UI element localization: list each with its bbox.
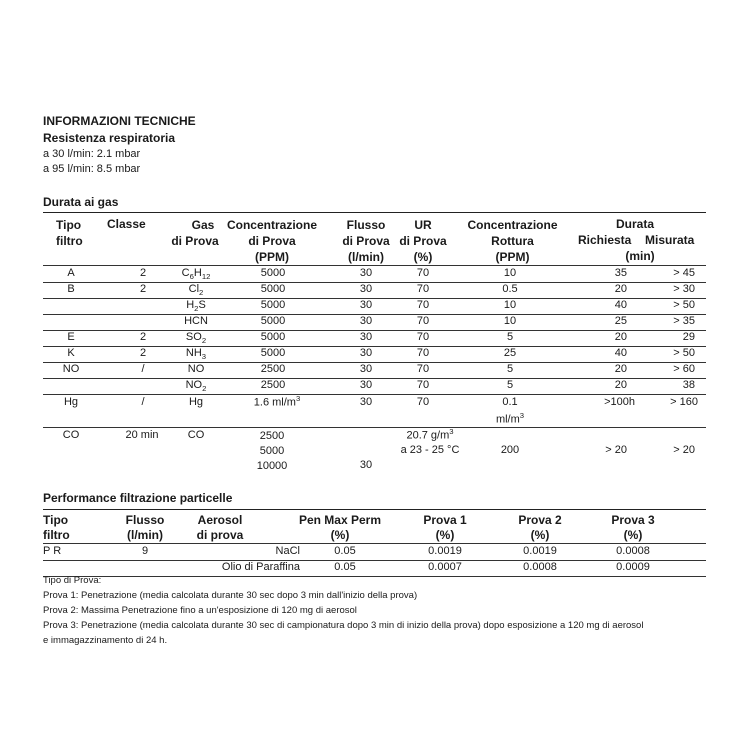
co-tipo: CO bbox=[62, 429, 80, 441]
gas-cell-gas: $NH_3$ bbox=[185, 347, 207, 362]
gas-cell-ur: 70 bbox=[416, 283, 430, 295]
header-misurata: Misurata bbox=[645, 233, 695, 247]
gas-cell-ur: 70 bbox=[416, 331, 430, 343]
gas-cell-classe: 2 bbox=[139, 331, 147, 343]
note-prova-2: Prova 2: Massima Penetrazione fino a un'esposizione di 120 mg di aerosol bbox=[43, 605, 357, 616]
gas-cell-conc: 5000 bbox=[260, 315, 286, 327]
particle-cell-p2: 0.0008 bbox=[523, 561, 557, 573]
hg-row-rule bbox=[43, 427, 706, 428]
particle-cell-pen: 0.05 bbox=[334, 561, 356, 573]
gas-cell-richiesta: 20 bbox=[614, 379, 627, 391]
gas-cell-ur: 70 bbox=[416, 347, 430, 359]
header-concentrazione: Concentrazione di Prova (PPM) bbox=[226, 218, 317, 264]
particle-cell-p1: 0.0019 bbox=[428, 545, 462, 557]
gas-cell-flusso: 30 bbox=[359, 299, 373, 311]
hg-gas: Hg bbox=[188, 396, 204, 408]
co-misurata: > 20 bbox=[673, 444, 695, 456]
particle-cell-flusso: 9 bbox=[141, 545, 149, 557]
gas-cell-conc: 5000 bbox=[260, 267, 286, 279]
gas-cell-ur: 70 bbox=[416, 267, 430, 279]
p-header-flusso: Flusso (l/min) bbox=[125, 513, 165, 542]
hg-tipo: Hg bbox=[63, 396, 79, 408]
hg-classe: / bbox=[141, 396, 145, 408]
gas-row-rule bbox=[43, 394, 706, 395]
gas-cell-rottura: 10 bbox=[503, 267, 517, 279]
gas-cell-tipo: A bbox=[67, 267, 75, 279]
header-classe: Classe bbox=[107, 217, 146, 231]
gas-cell-ur: 70 bbox=[416, 315, 430, 327]
gas-cell-richiesta: 40 bbox=[614, 347, 627, 359]
particles-table-top-rule bbox=[43, 509, 706, 510]
gas-section-title: Durata ai gas bbox=[43, 195, 119, 209]
p-header-prova1: Prova 1 (%) bbox=[423, 513, 467, 542]
gas-cell-classe: 2 bbox=[139, 283, 147, 295]
co-ur: 20.7 $g/m^3$ bbox=[406, 427, 454, 442]
particle-row-rule bbox=[43, 576, 706, 577]
gas-cell-conc: 5000 bbox=[260, 331, 286, 343]
section-title: INFORMAZIONI TECNICHE bbox=[43, 114, 196, 128]
gas-cell-conc: 5000 bbox=[260, 299, 286, 311]
gas-cell-gas: $H_2S$ bbox=[186, 299, 206, 314]
gas-cell-misurata: > 50 bbox=[673, 299, 695, 311]
resistance-line-1: a 30 l/min: 2.1 mbar bbox=[43, 148, 141, 160]
p-header-prova2: Prova 2 (%) bbox=[518, 513, 562, 542]
particle-cell-aerosol: NaCl bbox=[275, 545, 300, 557]
gas-cell-flusso: 30 bbox=[359, 267, 373, 279]
co-classe: 20 min bbox=[125, 429, 159, 441]
particle-cell-aerosol: Olio di Paraffina bbox=[221, 561, 300, 573]
p-header-tipo: Tipo filtro bbox=[43, 513, 70, 542]
gas-cell-richiesta: 25 bbox=[614, 315, 627, 327]
gas-cell-gas: $SO_2$ bbox=[185, 331, 207, 346]
header-min: (min) bbox=[625, 249, 655, 263]
gas-cell-flusso: 30 bbox=[359, 331, 373, 343]
header-flusso: Flusso di Prova (l/min) bbox=[342, 218, 390, 264]
gas-cell-richiesta: 35 bbox=[614, 267, 627, 279]
co-richiesta: > 20 bbox=[605, 444, 627, 456]
gas-cell-flusso: 30 bbox=[359, 379, 373, 391]
gas-header-rule bbox=[43, 265, 706, 266]
gas-cell-misurata: > 60 bbox=[673, 363, 695, 375]
gas-cell-flusso: 30 bbox=[359, 315, 373, 327]
hg-misurata: > 160 bbox=[670, 396, 698, 408]
p-header-aerosol: Aerosol di prova bbox=[196, 513, 244, 542]
gas-cell-classe: 2 bbox=[139, 347, 147, 359]
particle-cell-p3: 0.0009 bbox=[616, 561, 650, 573]
gas-cell-rottura: 0.5 bbox=[502, 283, 518, 295]
gas-cell-misurata: > 35 bbox=[673, 315, 695, 327]
note-prova-1: Prova 1: Penetrazione (media calcolata durante 30 sec dopo 3 min dall'inizio della prova) bbox=[43, 590, 418, 601]
header-richiesta: Richiesta bbox=[578, 233, 632, 247]
gas-cell-gas: NO bbox=[187, 363, 205, 375]
gas-cell-richiesta: 20 bbox=[614, 363, 627, 375]
gas-cell-misurata: > 45 bbox=[673, 267, 695, 279]
gas-cell-conc: 5000 bbox=[260, 347, 286, 359]
particle-cell-pen: 0.05 bbox=[334, 545, 356, 557]
gas-cell-rottura: 25 bbox=[503, 347, 517, 359]
co-temperature: a 23 - 25 °C bbox=[400, 444, 460, 456]
subsection-title: Resistenza respiratoria bbox=[43, 131, 176, 145]
gas-cell-misurata: 29 bbox=[682, 331, 695, 343]
resistance-line-2: a 95 l/min: 8.5 mbar bbox=[43, 163, 141, 175]
gas-cell-gas: $C_6H_{12}$ bbox=[181, 267, 211, 282]
gas-cell-tipo: NO bbox=[62, 363, 80, 375]
gas-cell-conc: 5000 bbox=[260, 283, 286, 295]
gas-cell-ur: 70 bbox=[416, 299, 430, 311]
co-concentrazione: 2500 5000 10000 bbox=[256, 430, 288, 472]
gas-cell-rottura: 10 bbox=[503, 315, 517, 327]
hg-rottura: 0.1 bbox=[502, 396, 518, 408]
gas-cell-ur: 70 bbox=[416, 363, 430, 375]
note-prova-3-cont: e immagazzinamento di 24 h. bbox=[43, 635, 168, 646]
gas-cell-gas: $Cl_2$ bbox=[188, 283, 204, 298]
header-durata: Durata bbox=[615, 217, 654, 231]
particle-cell-p2: 0.0019 bbox=[523, 545, 557, 557]
notes-heading: Tipo di Prova: bbox=[43, 575, 102, 586]
gas-cell-tipo: B bbox=[67, 283, 75, 295]
gas-cell-flusso: 30 bbox=[359, 283, 373, 295]
hg-richiesta: >100h bbox=[604, 396, 635, 408]
p-header-pen: Pen Max Perm (%) bbox=[298, 513, 382, 542]
note-prova-3: Prova 3: Penetrazione (media calcolata durante 30 sec di campionatura dopo 3 min di inizio della prova) dopo esposizione a 120 mg di aerosol bbox=[43, 620, 644, 631]
gas-cell-tipo: E bbox=[67, 331, 75, 343]
gas-cell-conc: 2500 bbox=[260, 379, 286, 391]
co-rottura: 200 bbox=[500, 444, 520, 456]
gas-cell-misurata: 38 bbox=[682, 379, 695, 391]
particle-cell-p1: 0.0007 bbox=[428, 561, 462, 573]
gas-cell-classe: 2 bbox=[139, 267, 147, 279]
gas-cell-richiesta: 20 bbox=[614, 331, 627, 343]
particle-cell-tipo: P R bbox=[43, 545, 62, 557]
gas-cell-misurata: > 30 bbox=[673, 283, 695, 295]
particle-cell-p3: 0.0008 bbox=[616, 545, 650, 557]
header-tipo: Tipo filtro bbox=[56, 218, 83, 248]
gas-cell-richiesta: 40 bbox=[614, 299, 627, 311]
gas-cell-conc: 2500 bbox=[260, 363, 286, 375]
gas-cell-richiesta: 20 bbox=[614, 283, 627, 295]
hg-flusso: 30 bbox=[359, 396, 373, 408]
header-ur: UR di Prova (%) bbox=[399, 218, 447, 264]
header-gas: Gas di Prova bbox=[171, 218, 219, 248]
gas-cell-tipo: K bbox=[67, 347, 75, 359]
hg-concentrazione: 1.6 $ml/m^3$ bbox=[253, 394, 301, 409]
particles-section-title: Performance filtrazione particelle bbox=[43, 491, 233, 505]
hg-rottura-unit: $ml/m^3$ bbox=[495, 411, 525, 426]
gas-cell-rottura: 5 bbox=[506, 379, 514, 391]
gas-cell-ur: 70 bbox=[416, 379, 430, 391]
gas-cell-classe: / bbox=[141, 363, 145, 375]
hg-ur: 70 bbox=[416, 396, 430, 408]
gas-cell-flusso: 30 bbox=[359, 347, 373, 359]
p-header-prova3: Prova 3 (%) bbox=[611, 513, 655, 542]
co-flusso: 30 bbox=[359, 459, 373, 471]
gas-cell-gas: HCN bbox=[184, 315, 208, 327]
gas-cell-rottura: 5 bbox=[506, 363, 514, 375]
gas-cell-gas: $NO_2$ bbox=[185, 379, 207, 394]
gas-cell-flusso: 30 bbox=[359, 363, 373, 375]
header-rottura: Concentrazione Rottura (PPM) bbox=[467, 218, 558, 264]
particles-header-rule bbox=[43, 543, 706, 544]
gas-cell-misurata: > 50 bbox=[673, 347, 695, 359]
gas-table-top-rule bbox=[43, 212, 706, 213]
gas-cell-rottura: 5 bbox=[506, 331, 514, 343]
gas-cell-rottura: 10 bbox=[503, 299, 517, 311]
co-gas: CO bbox=[187, 429, 205, 441]
